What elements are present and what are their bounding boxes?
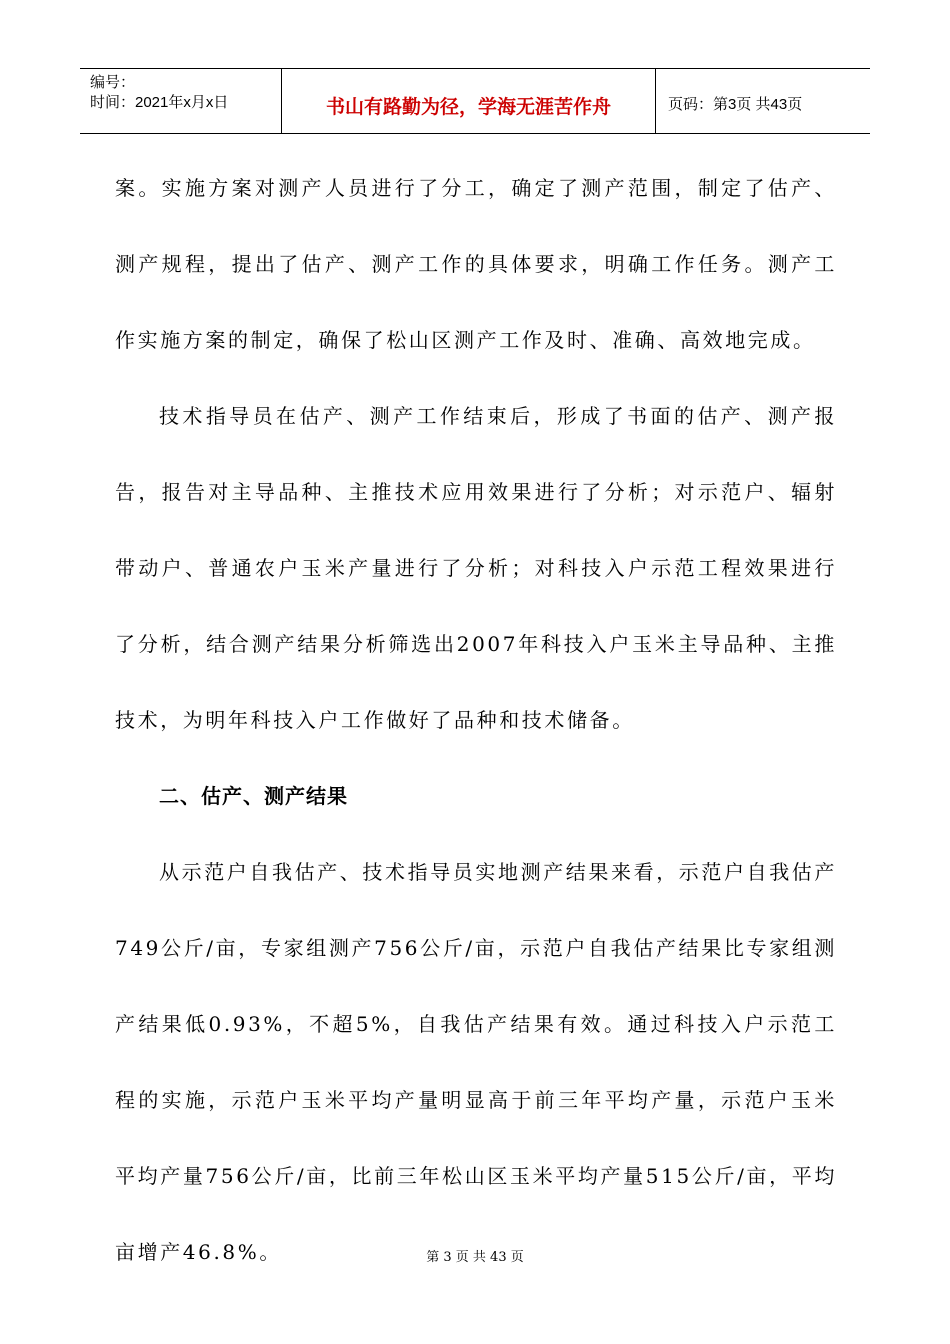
document-number-label: 编号： bbox=[90, 74, 136, 91]
body-paragraph-1: 案。实施方案对测产人员进行了分工，确定了测产范围，制定了估产、测产规程，提出了估产、测产工作的具体要求，明确工作任务。测产工作实施方案的制定，确保了松山区测产工作及时、准确、高效地完成。 bbox=[115, 176, 837, 352]
document-body bbox=[115, 150, 837, 1290]
page-header bbox=[80, 68, 870, 134]
body-paragraph-2: 技术指导员在估产、测产工作结束后，形成了书面的估产、测产报告，报告对主导品种、主推技术应用效果进行了分析；对示范户、辐射带动户、普通农户玉米产量进行了分析；对科技入户示范工程效果进行了分析，结合测产结果分析筛选出2007年科技入户玉米主导品种、主推技术，为明年科技入户工作做好了品种和技术储备。 bbox=[115, 404, 837, 732]
header-page-info: 页码：第3页 共43页 bbox=[668, 95, 803, 113]
header-motto: 书山有路勤为径，学海无涯苦作舟 bbox=[282, 69, 656, 133]
page-footer: 第 3 页 共 43 页 bbox=[426, 1250, 524, 1265]
section-heading-2: 二、估产、测产结果 bbox=[159, 784, 348, 808]
body-paragraph-3: 从示范户自我估产、技术指导员实地测产结果来看，示范户自我估产749公斤/亩，专家组测产756公斤/亩，示范户自我估产结果比专家组测产结果低0.93%，不超5%，自我估产结果有效。通过科技入户示范工程的实施，示范户玉米平均产量明显高于前三年平均产量，示范户玉米平均产量756公斤/亩，比前三年松山区玉米平均产量515公斤/亩，平均亩增产46.8%。 bbox=[115, 860, 837, 1264]
document-time-label: 时间：2021年x月x日 bbox=[90, 94, 229, 111]
header-meta bbox=[80, 69, 282, 133]
